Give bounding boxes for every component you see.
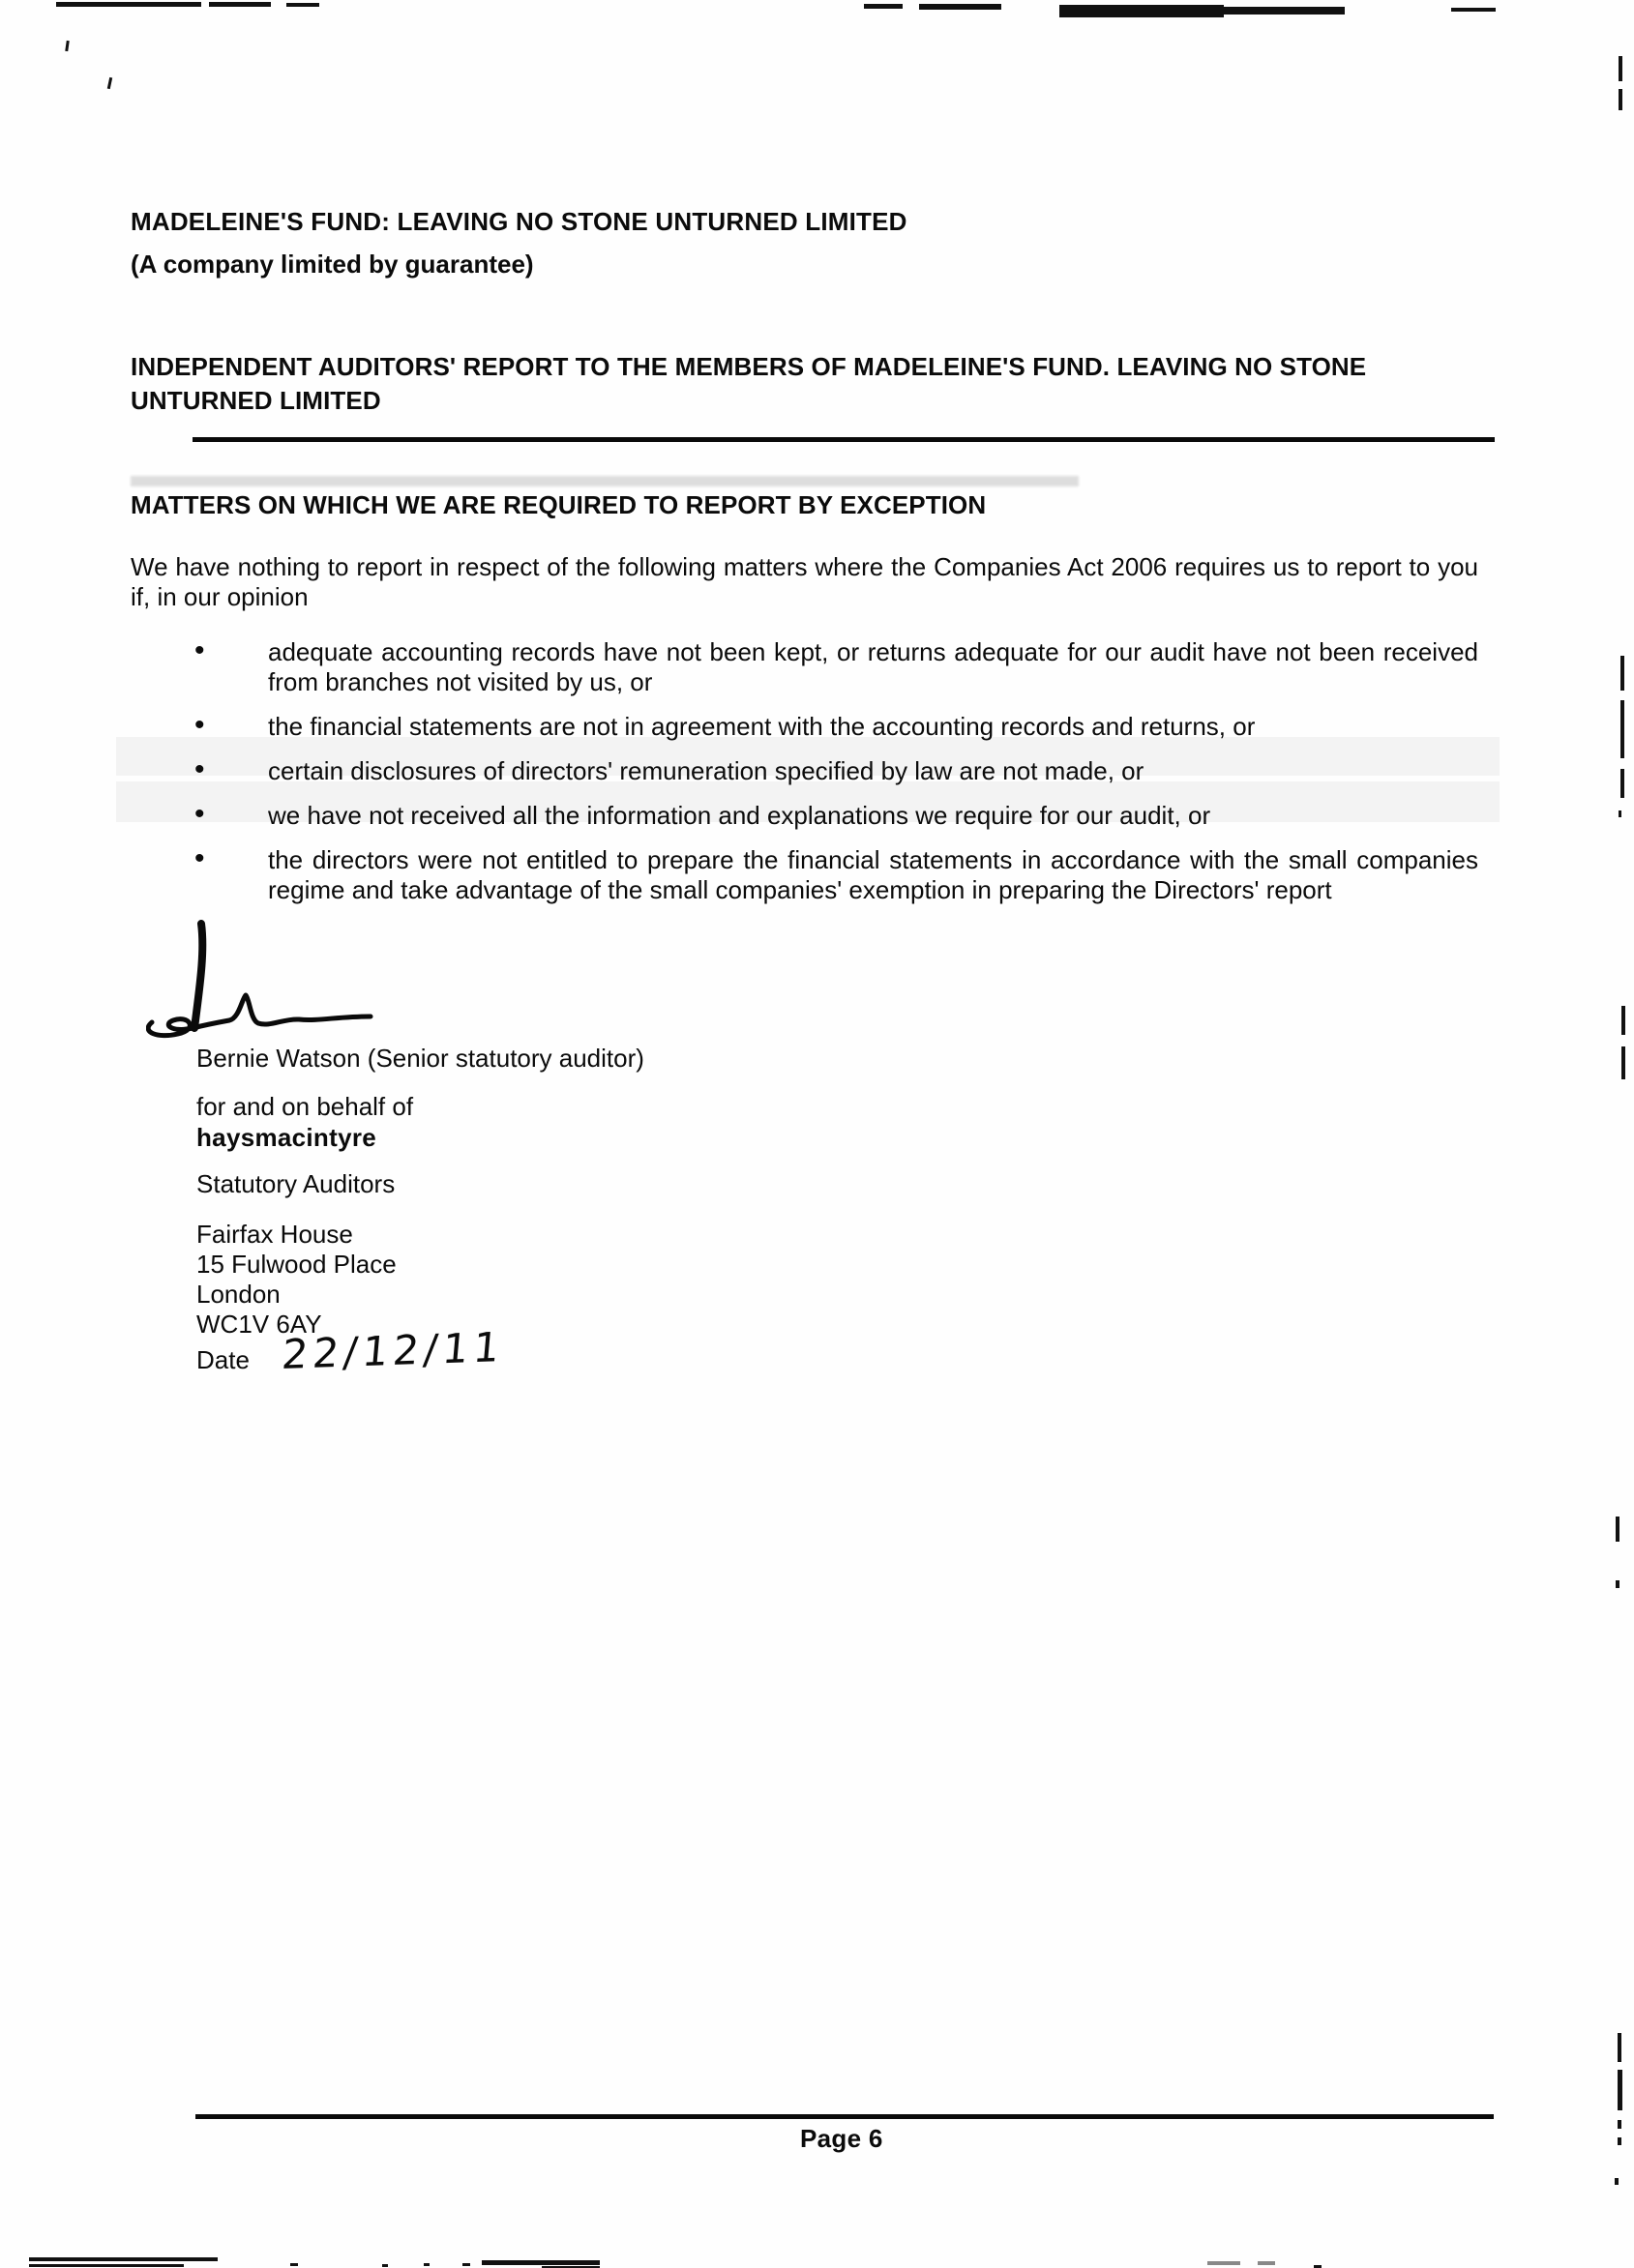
scan-artifact (1619, 89, 1622, 110)
scan-artifact (29, 2257, 218, 2261)
firm-role: Statutory Auditors (196, 1169, 396, 1198)
scan-artifact (209, 2, 271, 7)
scan-artifact (1621, 1006, 1625, 1035)
bullet-item: • certain disclosures of directors' remuneration specified by law are not made, or (131, 756, 1478, 786)
scan-artifact (1621, 1046, 1625, 1079)
handwritten-date: 22/12/11 (280, 1323, 507, 1378)
bullet-item: • we have not received all the information and explanations we require for our audit, or (131, 801, 1478, 831)
scan-artifact (919, 4, 1001, 10)
scan-artifact (1615, 2178, 1619, 2185)
date-label: Date (196, 1345, 250, 1374)
signatory-name: Bernie Watson (Senior statutory auditor) (196, 1044, 644, 1073)
scan-artifact (1620, 656, 1624, 691)
scan-artifact (1618, 2070, 1622, 2110)
scan-artifact (1258, 2261, 1275, 2265)
section-heading: MATTERS ON WHICH WE ARE REQUIRED TO REPORT BY EXCEPTION (131, 490, 987, 519)
signature-image (146, 920, 398, 1044)
page-number: Page 6 (800, 2124, 883, 2153)
scan-artifact (424, 2263, 430, 2266)
scan-artifact (1616, 1517, 1619, 1542)
scan-artifact (1618, 2033, 1621, 2062)
scan-artifact (1616, 1580, 1619, 1588)
scan-artifact (1618, 2137, 1621, 2145)
firm-address (196, 1220, 1478, 1378)
scan-artifact (29, 2264, 184, 2267)
scan-artifact (382, 2264, 388, 2267)
scan-artifact (864, 4, 903, 9)
bullet-item: • adequate accounting records have not been kept, or returns adequate for our audit have not been received from branches not visited by us, or (131, 637, 1478, 697)
intro-paragraph: We have nothing to report in respect of the following matters where the Companies Act 2006 requires us to report to you if, in our opinion (131, 552, 1478, 611)
report-heading: INDEPENDENT AUDITORS' REPORT TO THE MEMBERS OF MADELEINE'S FUND. LEAVING NO STONE UNTURNED LIMITED (131, 352, 1367, 415)
exception-bullet-list (131, 637, 1478, 905)
scan-artifact (107, 77, 112, 89)
scan-artifact (1618, 2120, 1621, 2129)
audit-firm-name: haysmacintyre (196, 1123, 377, 1152)
scan-artifact (1620, 700, 1624, 758)
scan-artifact (1059, 5, 1224, 17)
bullet-item: • the directors were not entitled to prepare the financial statements in accordance with the small companies regime and take advantage of the small companies' exemption in preparing the Directors' report (131, 845, 1478, 905)
heading-rule (193, 437, 1495, 442)
scan-artifact (1451, 8, 1496, 12)
scan-artifact (1620, 769, 1624, 798)
scan-artifact (1619, 56, 1622, 81)
scan-artifact (1224, 7, 1345, 15)
signature-block (131, 920, 1478, 1378)
scan-artifact (1619, 810, 1621, 817)
scan-artifact (290, 2263, 298, 2266)
report-content (131, 207, 1478, 1378)
behalf-line: for and on behalf of (196, 1092, 414, 1121)
address-line: Fairfax House (196, 1220, 353, 1249)
scan-artifact (462, 2263, 470, 2266)
company-subtitle: (A company limited by guarantee) (131, 250, 534, 279)
company-title: MADELEINE'S FUND: LEAVING NO STONE UNTURNED LIMITED (131, 207, 907, 236)
address-line: London (196, 1280, 281, 1309)
bullet-item: • the financial statements are not in agreement with the accounting records and returns, or (131, 712, 1478, 742)
address-line: 15 Fulwood Place (196, 1250, 397, 1279)
scan-artifact (56, 2, 201, 7)
address-line: WC1V 6AY (196, 1310, 322, 1339)
scan-artifact (65, 41, 70, 51)
scan-artifact (482, 2260, 600, 2265)
scan-artifact (286, 3, 319, 7)
footer-rule (195, 2114, 1494, 2119)
scan-artifact (1207, 2261, 1240, 2265)
